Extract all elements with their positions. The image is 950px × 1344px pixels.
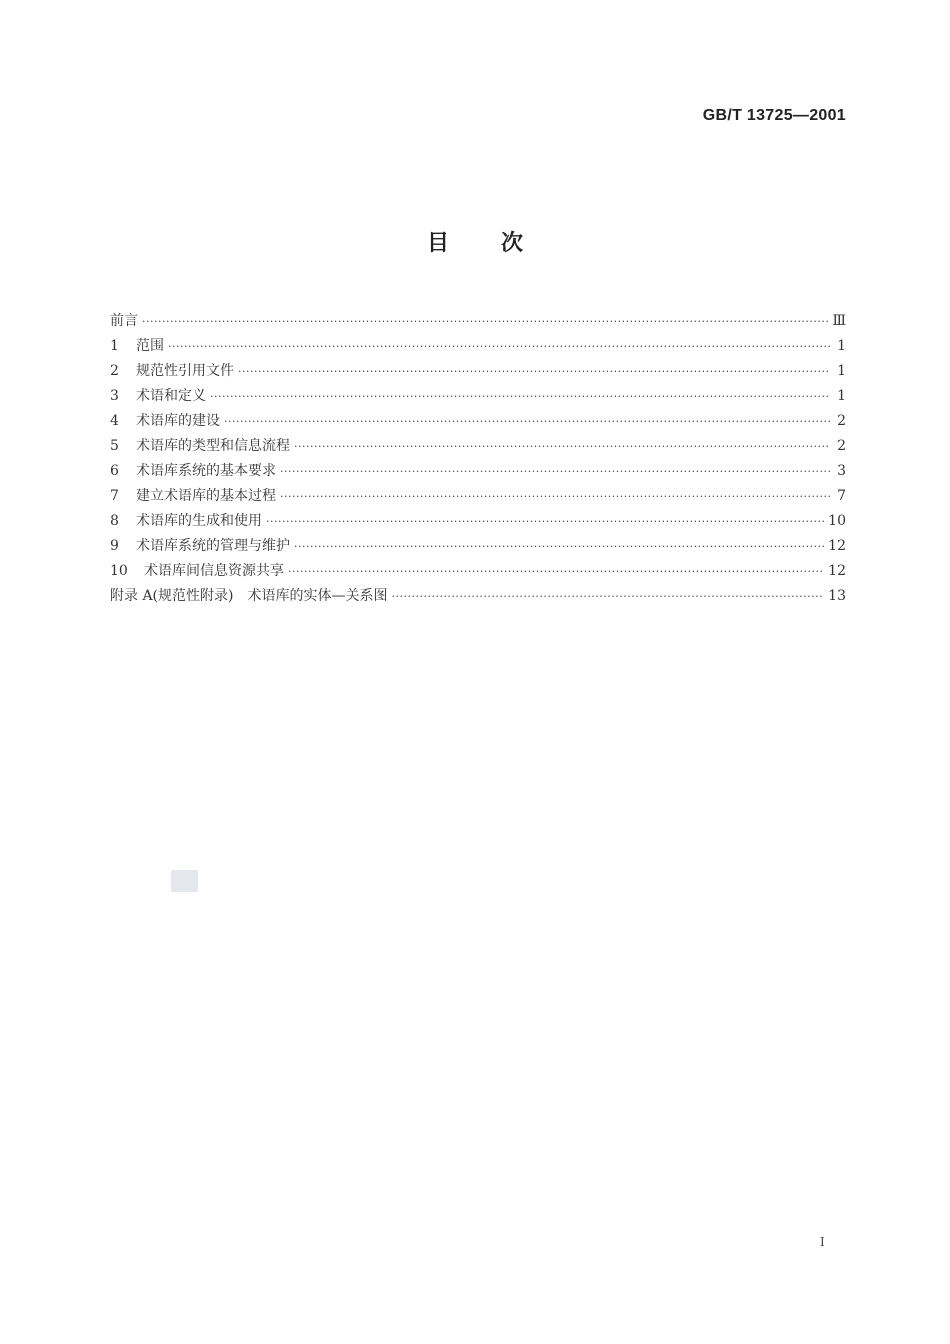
- toc-entry-page: 13: [828, 588, 846, 604]
- toc-entry-number: 2: [110, 363, 119, 379]
- standard-code: GB/T 13725—2001: [702, 107, 846, 124]
- toc-entry-number: 6: [110, 463, 119, 479]
- toc-entry-number: 8: [110, 513, 119, 529]
- toc-entry-title: 附录 A(规范性附录) 术语库的实体—关系图: [110, 588, 388, 604]
- toc-entry-9[interactable]: [110, 534, 846, 559]
- toc-entry-title: 规范性引用文件: [136, 363, 234, 379]
- toc-entry-page: 3: [837, 463, 846, 479]
- toc-entry-label: [110, 309, 142, 334]
- toc-entry-number: 3: [110, 388, 119, 404]
- toc-entry-page: 7: [837, 488, 846, 504]
- toc-entry-label: [110, 409, 224, 434]
- toc-entry-1[interactable]: [110, 334, 846, 359]
- table-of-contents: [110, 309, 846, 609]
- toc-entry-title: 术语库的建设: [136, 413, 220, 429]
- toc-entry-title: 前言: [110, 313, 138, 329]
- toc-entry-5[interactable]: [110, 434, 846, 459]
- toc-entry-3[interactable]: [110, 384, 846, 409]
- toc-entry-page: 1: [837, 338, 846, 354]
- toc-entry-page: 12: [828, 538, 846, 554]
- toc-entry-title: 术语库的类型和信息流程: [136, 438, 290, 454]
- toc-entry-6[interactable]: [110, 459, 846, 484]
- toc-entry-label: [110, 334, 168, 359]
- toc-entry-7[interactable]: [110, 484, 846, 509]
- toc-entry-label: [110, 434, 294, 459]
- toc-leader-dots: [280, 484, 830, 509]
- toc-entry-page: Ⅲ: [832, 313, 846, 329]
- toc-leader-dots: [224, 409, 830, 434]
- toc-entry-page: 2: [837, 413, 846, 429]
- toc-entry-label: [110, 559, 288, 584]
- toc-leader-dots: [294, 434, 830, 459]
- toc-entry-preface[interactable]: [110, 309, 846, 334]
- toc-entry-10[interactable]: [110, 559, 846, 584]
- toc-leader-dots: [280, 459, 830, 484]
- toc-leader-dots: [294, 534, 824, 559]
- toc-entry-page: 10: [828, 513, 846, 529]
- toc-leader-dots: [142, 309, 828, 334]
- toc-entry-annex-a[interactable]: [110, 584, 846, 609]
- toc-entry-page: 12: [828, 563, 846, 579]
- toc-entry-number: 5: [110, 438, 119, 454]
- toc-entry-number: 10: [110, 563, 128, 579]
- toc-entry-label: [110, 384, 210, 409]
- toc-entry-number: 9: [110, 538, 119, 554]
- toc-entry-page: 1: [837, 388, 846, 404]
- toc-entry-2[interactable]: [110, 359, 846, 384]
- toc-entry-title: 范围: [136, 338, 164, 354]
- toc-entry-title: 术语库系统的基本要求: [136, 463, 276, 479]
- toc-entry-page: 2: [837, 438, 846, 454]
- toc-leader-dots: [266, 509, 824, 534]
- toc-entry-title: 术语和定义: [136, 388, 206, 404]
- toc-entry-title: 术语库系统的管理与维护: [136, 538, 290, 554]
- footer-page-number: I: [820, 1235, 825, 1249]
- toc-entry-title: 术语库的生成和使用: [136, 513, 262, 529]
- toc-entry-title: 术语库间信息资源共享: [144, 563, 284, 579]
- toc-entry-label: [110, 509, 266, 534]
- toc-entry-page: 1: [837, 363, 846, 379]
- page-title: 目次: [426, 231, 575, 256]
- toc-entry-number: 7: [110, 488, 119, 504]
- toc-entry-number: 4: [110, 413, 119, 429]
- toc-entry-8[interactable]: [110, 509, 846, 534]
- toc-leader-dots: [238, 359, 830, 384]
- toc-entry-label: [110, 459, 280, 484]
- toc-entry-label: [110, 359, 238, 384]
- toc-entry-label: [110, 584, 391, 609]
- toc-entry-label: [110, 484, 280, 509]
- toc-leader-dots: [391, 584, 824, 609]
- toc-entry-4[interactable]: [110, 409, 846, 434]
- toc-leader-dots: [210, 384, 830, 409]
- toc-entry-label: [110, 534, 294, 559]
- toc-entry-title: 建立术语库的基本过程: [136, 488, 276, 504]
- toc-leader-dots: [288, 559, 824, 584]
- faint-stamp-mark: [171, 870, 198, 892]
- toc-entry-number: 1: [110, 338, 119, 354]
- toc-leader-dots: [168, 334, 830, 359]
